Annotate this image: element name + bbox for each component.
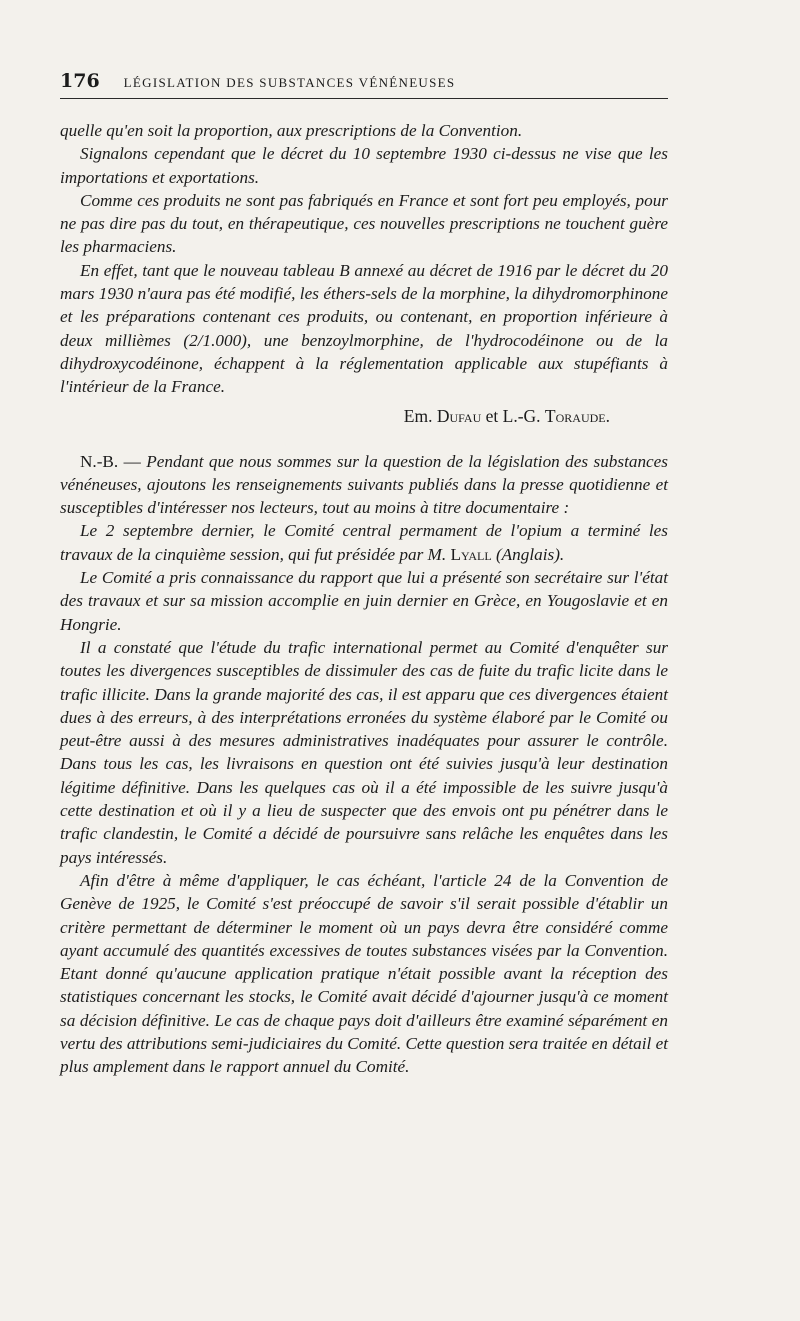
paragraph-signalons: Signalons cependant que le décret du 10 septembre 1930 ci-dessus ne vise que les importations et exportations.: [60, 144, 668, 187]
book-page: [60, 70, 668, 1079]
president-name: Lyall: [450, 544, 492, 564]
paragraph-comme: Comme ces produits ne sont pas fabriqués en France et sont fort peu employés, pour ne pas dire pas du tout, en thérapeutique, ces nouvelles prescriptions ne touchent guère les pharmaciens.: [60, 190, 668, 257]
paragraph-en-effet: En effet, tant que le nouveau tableau B annexé au décret de 1916 par le décret du 20 mars 1930 n'aura pas été modifié, les éthers-sels de la morphine, la dihydromorphinone et les préparations contenant ces produits, ou contenant, en proportion inférieure à deux millièmes (2/1.000), une benzoylmorphine, de l'hydrocodéinone ou de la dihydroxycodéinone, échappent à la réglementation applicable aux stupéfiants à l'intérieur de la France.: [60, 260, 668, 397]
page-header: [60, 70, 668, 99]
author2-initial: L.-G.: [502, 405, 541, 426]
author2-surname: Toraude.: [544, 405, 610, 426]
paragraph-rapport: Le Comité a pris connaissance du rapport que lui a présenté son secrétaire sur l'état des travaux et sur sa mission accomplie en juin dernier en Grèce, en Yougoslavie et en Hongrie.: [60, 568, 668, 634]
running-title: LÉGISLATION DES SUBSTANCES VÉNÉNEUSES: [123, 75, 456, 90]
section-gap: [60, 427, 668, 450]
nota-bene-paragraph: [60, 450, 668, 520]
signature-conjunction: et: [485, 405, 499, 426]
page-number: 176: [60, 70, 100, 92]
nota-bene-label: N.-B. —: [80, 451, 141, 471]
president-nationality: (Anglais).: [495, 544, 565, 564]
author1-initial: Em.: [403, 405, 433, 426]
nota-bene-text: Pendant que nous sommes sur la question de la législation des substances vénéneuses, ajoutons les renseignements suivants publiés dans la presse quotidienne et susceptibles d'intéresser nos lecteurs, tout au moins à titre documentaire :: [60, 451, 668, 518]
author-signature: [60, 406, 610, 427]
author1-surname: Dufau: [436, 405, 482, 426]
session-text: Le 2 septembre dernier, le Comité central permament de l'opium a terminé les travaux de la cinquième session, qui fut présidée par M.: [60, 521, 668, 564]
paragraph-trafic: Il a constaté que l'étude du trafic international permet au Comité d'enquêter sur toutes les divergences susceptibles de dissimuler des cas de fuite du trafic licite dans le trafic illicite. Dans la grande majorité des cas, il est apparu que ces divergences étaient dues à des erreurs, à des interprétations erronées du système élaboré par le Comité ou peut-être aussi à des mesures administratives inadéquates pour assurer le contrôle. Dans tous les cas, les livraisons en question ont été suivies jusqu'à leur destination légitime définitive. Dans les quelques cas où il a été impossible de les suivre jusqu'à cette destination et où il y a lieu de suspecter que des envois ont pu pénétrer dans le trafic clandestin, le Comité a décidé de poursuivre sans relâche les enquêtes dans les pays intéressés.: [60, 637, 668, 867]
paragraph-continuation: quelle qu'en soit la proportion, aux prescriptions de la Convention.: [60, 121, 523, 140]
paragraph-article-24: Afin d'être à même d'appliquer, le cas échéant, l'article 24 de la Convention de Genève de 1925, le Comité s'est préoccupé de savoir s'il serait possible d'établir un critère permettant de déterminer le moment où un pays devra être considéré comme ayant accumulé des quantités excessives de toutes substances visées par la Convention. Etant donné qu'aucune application pratique n'était possible avant la réception des statistiques concernant les stocks, le Comité avait décidé d'ajourner jusqu'à ce moment sa décision définitive. Le cas de chaque pays doit d'ailleurs être examiné séparément en vertu des attributions semi-judiciaires du Comité. Cette question sera traitée en détail et plus amplement dans le rapport annuel du Comité.: [60, 870, 668, 1077]
paragraph-session: [60, 519, 668, 566]
